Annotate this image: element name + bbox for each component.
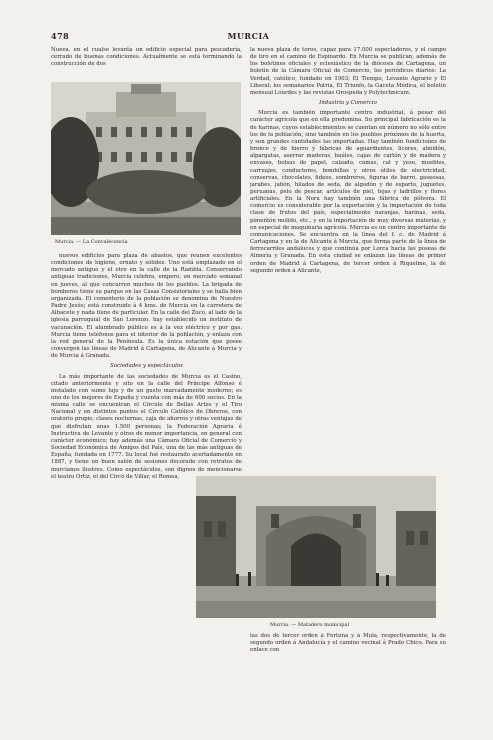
paragraph: Murcia es también importante centro industrial, á pesar del carácter agrícola que en ella predomina. Su principal fabricación es la de harinas, cuyos establecimientos se cuentan en número no sólo entre los de la población, sino también en los pueblos próximos de la huerta, y son grandes cantidades las importadas. Hay también fundiciones de bronce y de hierro y fábricas de aguardientes, licores, almidón, alpargatas, aserrar maderas, baúles, cajas de cartón y de madera y envases, bolsas de papel, calzado, camas, cal y yeso, muebles, carruajes, conductores, bombillas y otros útiles de electricidad, conservas, chocolates, fideos, sombreros, figuras de barro, gaseosas, jarabes, jabón, hilados de seda, de algodón y de esparto, juguetes, peruanas, pelo de pescar, artículos de piel, tejas y ladrillos y flores artificiales. En la Nora hay también una fábrica de pólvora. El comercio es considerable por la exportación y la importación de toda clase de frutos del país, especialmente naranjas, harinas, seda, pimentón molido, etc., y en la importación de muy diversas materias, y en especial de maquinaria agrícola. Murcia es un centro importante de comunicaciones. Se encuentra en la línea del f. c. de Madrid á Cartagena y en la de Alicante á Murcia, que forma parte de la línea de ferrocarriles andaluces y que continúa por Lorca hacia las poseas de Almería y Granada. En esta ciudad se enlazan las líneas de primer orden de Madrid á Cartagena, de tercer orden á Riquelme, la de segundo orden á Alicante,	[250, 110, 446, 274]
matadero-illustration	[196, 476, 436, 618]
photo-convalecencia-caption: Murcia. — La Convalecencia	[55, 239, 128, 245]
page-number: 478	[51, 31, 70, 41]
convalecencia-illustration	[51, 82, 241, 235]
right-column-bottom	[250, 633, 446, 673]
right-column-main	[250, 47, 446, 470]
page-header	[51, 31, 446, 43]
photo-matadero	[196, 476, 436, 618]
paragraph: la nueva plaza de toros, capaz para 17.000 espectadores, y el campo de tiro en el camino de Espinardo. En Murcia se publican, además de los boletines oficiales y eclesiástico de la diócesis de Cartagena, un boletín de la Cámara Oficial de Comercio, los periódicos diarios: La Verdad, católico, fundado en 1903; El Tiempo, Levante Agrario y El Liberal; los semanarios Patria, El Triunfo, la Gaceta Médica, el boletín mensual Lourdes y las revistas Orospeda y Polytechnicum.	[250, 47, 446, 96]
page-title: MURCIA	[227, 31, 270, 41]
left-column-top	[51, 47, 242, 77]
paragraph: las dos de tercer orden á Fortuna y á Mula, respectivamente, la de segundo orden á Andalucía y el camino vecinal á Prado Chico. Para su enlace con	[250, 633, 446, 654]
photo-convalecencia	[51, 82, 241, 235]
paragraph: La más importante de las sociedades de Murcia es el Casino, citado anteriormente y sito en la calle del Príncipe Alfonso é instalado con sumo lujo y de un gusto marcadamente moderno; es uno de los mejores de España y cuenta con más de 600 socios. En la misma calle se encuentran el Círculo de Bellas Artes y el Tiro Nacional y en distintos puntos el Círculo Católico de Obreros, con oratorio propio, clases nocturnas, caja de ahorros y otras ventajas de que disfrutan unas 1.500 personas; la Federación Agraria é Instructiva de Levante y otros de menor importancia, en general con carácter económico; hay además una Cámara Oficial de Comercio y Sociedad Económica de Amigos del País, una de las más antiguas de España, fundada en 1777. Su local fué restaurado acertadamente en 1887, y tiene un buen salón de sesiones decorado con retratos de murcianos ilustres. Como espectáculos, son dignos de mencionarse el teatro Ortiz, el del Circo de Villar, el Romea,	[51, 373, 242, 480]
section-heading: Sociedades y espectáculos	[110, 363, 183, 370]
photo-matadero-caption: Murcia. — Matadero municipal	[270, 622, 350, 628]
section-heading: Industria y Comercio	[319, 100, 377, 107]
paragraph: Nueva, en el cualse levanta un edificio especial para pescadería, cerrado de buenas condiciones. Actualmente se está terminando la construcción de dos	[51, 47, 242, 68]
paragraph: nuevos edificios para plaza de abastos, que reunen excelentes condiciones de higiene, ornato y solidez. Uno está emplazado en el mercado antiguo y el otro en la calle de la Rambla. Conservando antiguas tradiciones, Murcia celebra, empero, un mercado semanal en jueves, al que concurren muchos de los pueblos. La brigada de bomberos tiene su parque en las Casas Consistoriales y se halla bien organizada. El cementerio de la población se denomina de Nuestro Padre Jesús; está construido á 4 kms. de Murcia en la carretera de Albacete y nada tiene de particular. En la calle del Zoco, al lado de la iglesia parroquial de San Lorenzo, hay establecido un instituto de vacunación. El alumbrado público es á la vez eléctrico y por gas. Murcia tiene teléfonos para el interior de la población, y enlaza con la red general de la Península. Es la única estación que posee convergen las líneas de Madrid á Cartagena, de Alicante á Murcia y de Murcia á Granada.	[51, 253, 242, 360]
